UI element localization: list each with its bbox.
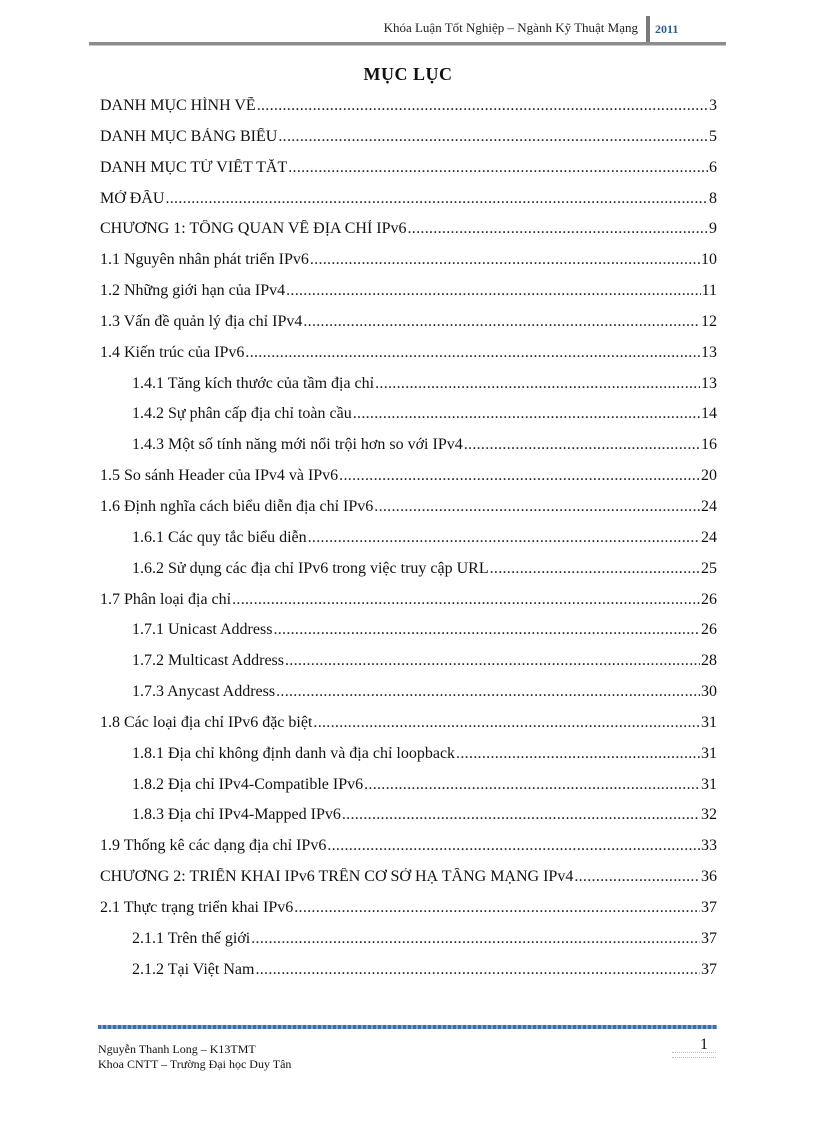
toc-entry-title: CHƯƠNG 1: TỔNG QUAN VỀ ĐỊA CHỈ IPv6 [100,220,407,238]
toc-entry-title: 1.2 Những giới hạn của IPv4 [100,282,286,300]
toc-entry-page: 11 [701,282,717,300]
toc-entry-title: 1.8.2 Địa chỉ IPv4-Compatible IPv6 [132,775,364,793]
toc-dot-leader [339,467,700,485]
header-divider [646,16,650,42]
toc-entry[interactable] [100,591,717,622]
toc-entry-page: 31 [701,713,717,731]
toc-entry-title: MỞ ĐẦU [100,189,165,207]
toc-entry-title: 1.8 Các loại địa chỉ IPv6 đặc biệt [100,713,313,731]
toc-dot-leader [353,405,700,423]
toc-dot-leader [276,683,700,701]
toc-dot-leader [255,961,700,979]
toc-dot-leader [574,868,700,886]
toc-entry[interactable] [100,837,717,868]
toc-entry-page: 28 [701,652,717,670]
toc-entry[interactable] [100,714,717,745]
toc-entry[interactable] [100,899,717,930]
toc-dot-leader [364,776,700,794]
toc-entry[interactable] [100,405,717,436]
header-year: 2011 [655,22,679,36]
toc-entry-title: 1.9 Thống kê các dạng địa chỉ IPv6 [100,837,327,855]
toc-dot-leader [294,899,700,917]
toc-entry-title: DANH MỤC HÌNH VẼ [100,97,256,114]
toc-entry-page: 5 [709,127,717,145]
toc-entry-title: DANH MỤC BẢNG BIỂU [100,127,278,145]
toc-dot-leader [278,128,708,146]
header-title: Khóa Luận Tốt Nghiệp – Ngành Kỹ Thuật Mạng [383,20,638,35]
toc-dot-leader [308,529,700,547]
toc-entry-page: 31 [701,744,717,762]
toc-entry-page: 37 [701,898,717,916]
toc-dot-leader [288,159,708,177]
toc-entry-page: 37 [701,929,717,947]
toc-dot-leader [374,498,700,516]
toc-entry-title: 1.4.2 Sự phân cấp địa chỉ toàn cầu [132,405,352,423]
toc-entry[interactable] [100,282,717,313]
toc-dot-leader [257,97,708,115]
toc-entry-page: 13 [701,374,717,392]
toc-dot-leader [490,560,700,578]
toc-dot-leader [303,313,700,331]
toc-dot-leader [165,190,708,208]
toc-entry-title: 1.7.2 Multicast Address [132,652,284,670]
toc-entry-title: 2.1.2 Tại Việt Nam [132,960,255,978]
toc-dot-leader [286,282,700,300]
toc-dot-leader [285,652,700,670]
toc-entry-title: 1.4 Kiến trúc của IPv6 [100,343,245,361]
toc-entry-page: 3 [709,97,717,114]
toc-entry-page: 31 [701,775,717,793]
toc-entry-page: 13 [701,343,717,361]
toc-entry-title: DANH MỤC TỪ VIẾT TẮT [100,158,288,176]
toc-entry-title: 1.6.2 Sử dụng các địa chỉ IPv6 trong việc truy cập URL [132,559,489,577]
footer-rule [98,1025,717,1029]
page-title: MỤC LỤC [363,64,453,84]
toc-entry-title: 2.1 Thực trạng triển khai IPv6 [100,898,294,916]
toc-entry[interactable] [100,498,717,529]
toc-entry-page: 30 [701,683,717,701]
toc-entry[interactable] [100,745,717,776]
toc-entry-page: 37 [701,960,717,978]
toc-entry-page: 12 [701,312,717,330]
toc-entry-page: 25 [701,559,717,577]
toc-dot-leader [327,837,700,855]
toc-entry[interactable] [100,313,717,344]
toc-entry[interactable] [100,529,717,560]
footer-author: Nguyễn Thanh Long – K13TMT [98,1042,256,1056]
toc-entry[interactable] [100,436,717,467]
toc-entry[interactable] [100,776,717,807]
toc-entry-title: CHƯƠNG 2: TRIỂN KHAI IPv6 TRÊN CƠ SỞ HẠ TẦNG MẠNG IPv4 [100,868,574,886]
toc-entry-page: 10 [701,251,717,269]
toc-entry-title: 1.8.1 Địa chỉ không định danh và địa chỉ loopback [132,744,456,762]
page-number-box [672,1052,716,1058]
toc-entry-title: 2.1.1 Trên thế giới [132,929,251,947]
table-of-contents [100,97,717,991]
toc-entry-page: 26 [701,621,717,639]
toc-entry-page: 32 [701,806,717,824]
toc-dot-leader [273,621,700,639]
toc-dot-leader [310,251,700,269]
toc-entry[interactable] [100,159,717,190]
toc-entry-page: 14 [701,405,717,423]
toc-entry[interactable] [100,220,717,251]
toc-entry[interactable] [100,683,717,714]
toc-entry[interactable] [100,930,717,961]
toc-entry-title: 1.3 Vấn đề quản lý địa chỉ IPv4 [100,312,303,330]
toc-entry[interactable] [100,560,717,591]
toc-entry[interactable] [100,97,717,128]
toc-entry-title: 1.4.3 Một số tính năng mới nổi trội hơn so với IPv4 [132,436,463,454]
toc-dot-leader [464,436,700,454]
toc-entry-page: 9 [709,220,717,238]
toc-entry-page: 8 [709,189,717,207]
toc-entry-page: 6 [709,158,717,176]
toc-entry-title: 1.4.1 Tăng kích thước của tầm địa chỉ [132,374,375,392]
toc-entry-page: 26 [701,590,717,608]
toc-entry[interactable] [100,652,717,683]
page-number: 1 [700,1036,708,1053]
toc-entry-title: 1.1 Nguyên nhân phát triển IPv6 [100,251,309,269]
toc-entry[interactable] [100,961,717,992]
toc-dot-leader [232,591,700,609]
toc-entry[interactable] [100,251,717,282]
toc-entry[interactable] [100,806,717,837]
toc-entry-page: 33 [701,837,717,855]
toc-entry[interactable] [100,375,717,406]
toc-entry-title: 1.7.3 Anycast Address [132,683,276,701]
toc-entry-title: 1.5 So sánh Header của IPv4 và IPv6 [100,467,339,485]
toc-entry-page: 36 [701,868,717,886]
toc-entry[interactable] [100,128,717,159]
toc-dot-leader [245,344,700,362]
toc-dot-leader [456,745,700,763]
toc-entry-page: 24 [701,497,717,515]
toc-dot-leader [313,714,700,732]
footer-faculty: Khoa CNTT – Trường Đại học Duy Tân [98,1057,292,1071]
toc-dot-leader [251,930,700,948]
toc-dot-leader [408,220,709,238]
toc-entry-title: 1.6 Định nghĩa cách biểu diễn địa chỉ IPv6 [100,497,374,515]
toc-entry-page: 24 [701,528,717,546]
toc-entry[interactable] [100,621,717,652]
toc-entry-page: 20 [701,467,717,485]
toc-dot-leader [375,375,700,393]
toc-entry-page: 16 [701,436,717,454]
toc-dot-leader [342,806,700,824]
toc-entry[interactable] [100,467,717,498]
header-rule [89,42,726,46]
toc-entry-title: 1.7.1 Unicast Address [132,621,273,639]
toc-entry[interactable] [100,344,717,375]
toc-entry-title: 1.6.1 Các quy tắc biểu diễn [132,528,307,546]
toc-entry-title: 1.7 Phân loại địa chỉ [100,590,232,608]
toc-entry-title: 1.8.3 Địa chỉ IPv4-Mapped IPv6 [132,806,341,824]
toc-entry[interactable] [100,190,717,221]
toc-entry[interactable] [100,868,717,899]
